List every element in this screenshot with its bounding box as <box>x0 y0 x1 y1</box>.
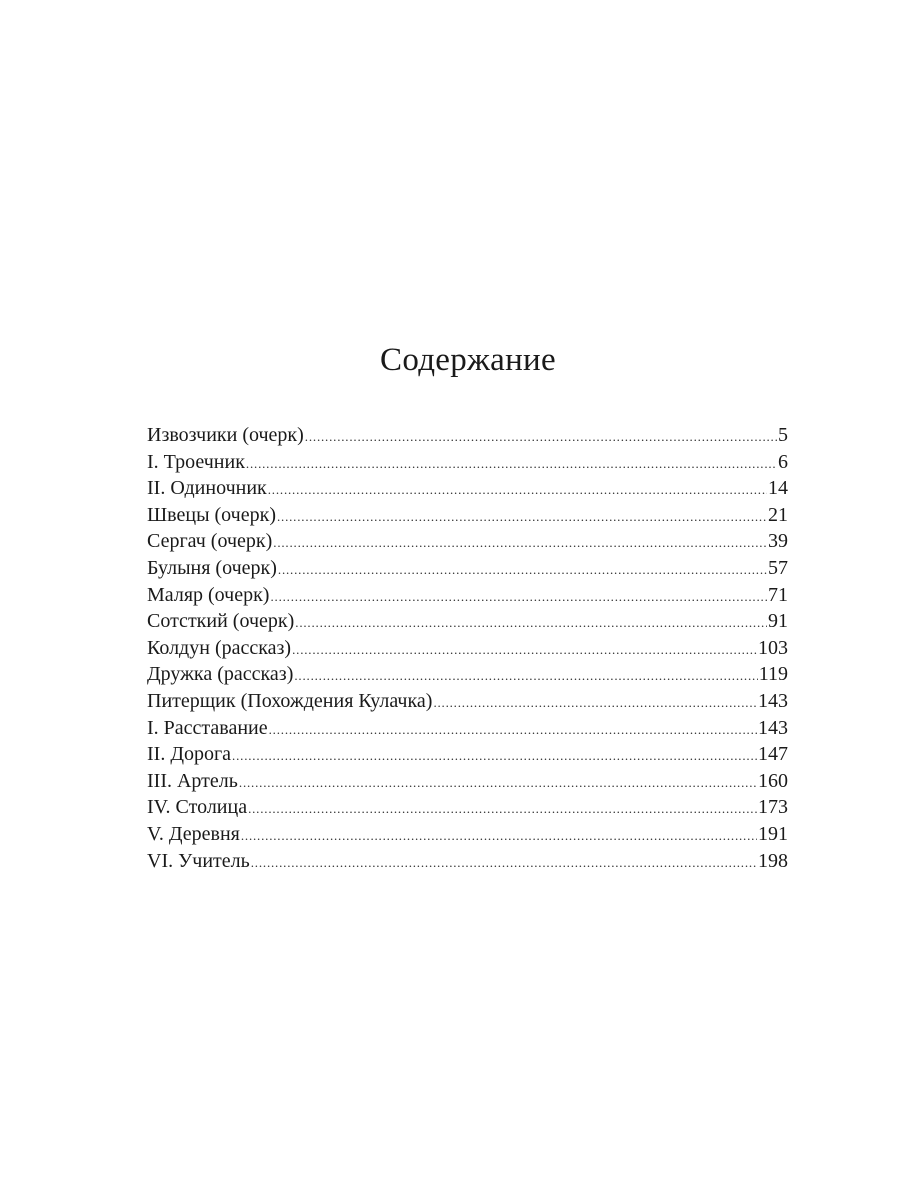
toc-entry-title: IV. Столица <box>147 796 248 819</box>
toc-entry-title: I. Троечник <box>147 450 245 473</box>
toc-entry-page: 91 <box>768 610 788 633</box>
toc-entry <box>147 741 788 768</box>
dot-leader <box>277 504 767 531</box>
toc-entry-title: III. Артель <box>147 769 238 792</box>
toc-entry <box>147 582 788 609</box>
toc-entry <box>147 528 788 555</box>
dot-leader <box>294 663 757 690</box>
toc-entry <box>147 635 788 662</box>
dot-leader <box>278 557 767 584</box>
dot-leader <box>251 850 757 877</box>
dot-leader <box>433 690 757 717</box>
dot-leader <box>239 770 757 797</box>
toc-entry-page: 119 <box>758 663 788 686</box>
toc-entry <box>147 715 788 742</box>
toc-entry-page: 103 <box>758 636 788 659</box>
toc-entry-page: 143 <box>758 689 788 712</box>
toc-entry-page: 198 <box>758 849 788 872</box>
toc-entry-title: Булыня (очерк) <box>147 556 277 579</box>
dot-leader <box>292 637 757 664</box>
toc-entry-page: 57 <box>768 556 788 579</box>
toc-entry-title: Питерщик (Похождения Кулачка) <box>147 689 433 712</box>
toc-entry <box>147 688 788 715</box>
toc-entry <box>147 475 788 502</box>
toc-entry-page: 173 <box>758 796 788 819</box>
toc-entry-page: 71 <box>768 583 788 606</box>
toc-entry-title: Швецы (очерк) <box>147 503 276 526</box>
dot-leader <box>269 717 757 744</box>
toc-entry-page: 21 <box>768 503 788 526</box>
toc-entry-title: Сотсткий (очерк) <box>147 610 295 633</box>
dot-leader <box>270 584 767 611</box>
toc-entry <box>147 422 788 449</box>
toc-entry-page: 191 <box>758 822 788 845</box>
toc-entry-title: Сергач (очерк) <box>147 530 273 553</box>
toc-entry-page: 14 <box>768 477 788 500</box>
toc-entry <box>147 555 788 582</box>
toc-entry-title: Дружка (рассказ) <box>147 663 294 686</box>
toc-entry-page: 39 <box>768 530 788 553</box>
toc-entry-page: 147 <box>758 743 788 766</box>
toc-entry <box>147 848 788 875</box>
dot-leader <box>295 610 767 637</box>
toc-entry <box>147 608 788 635</box>
dot-leader <box>246 451 777 478</box>
toc-entry-title: V. Деревня <box>147 822 240 845</box>
toc-entry-title: Колдун (рассказ) <box>147 636 292 659</box>
toc-entry-title: II. Одиночник <box>147 477 267 500</box>
dot-leader <box>241 823 757 850</box>
toc-entry-title: VI. Учитель <box>147 849 250 872</box>
toc-entry <box>147 449 788 476</box>
toc-entry <box>147 502 788 529</box>
table-of-contents <box>147 422 788 874</box>
toc-entry-title: Маляр (очерк) <box>147 583 270 606</box>
toc-entry-title: I. Расставание <box>147 716 268 739</box>
toc-entry <box>147 661 788 688</box>
toc-entry-page: 160 <box>758 769 788 792</box>
dot-leader <box>305 424 777 451</box>
dot-leader <box>232 743 757 770</box>
toc-entry <box>147 794 788 821</box>
toc-entry-page: 5 <box>778 424 788 446</box>
dot-leader <box>268 477 767 504</box>
toc-entry-page: 6 <box>778 450 788 473</box>
toc-entry <box>147 821 788 848</box>
toc-entry-title: Извозчики (очерк) <box>147 424 304 446</box>
toc-entry-title: II. Дорога <box>147 743 232 766</box>
dot-leader <box>273 530 767 557</box>
toc-entry <box>147 768 788 795</box>
dot-leader <box>248 796 757 823</box>
toc-entry-page: 143 <box>758 716 788 739</box>
page-title: Содержание <box>380 342 556 378</box>
